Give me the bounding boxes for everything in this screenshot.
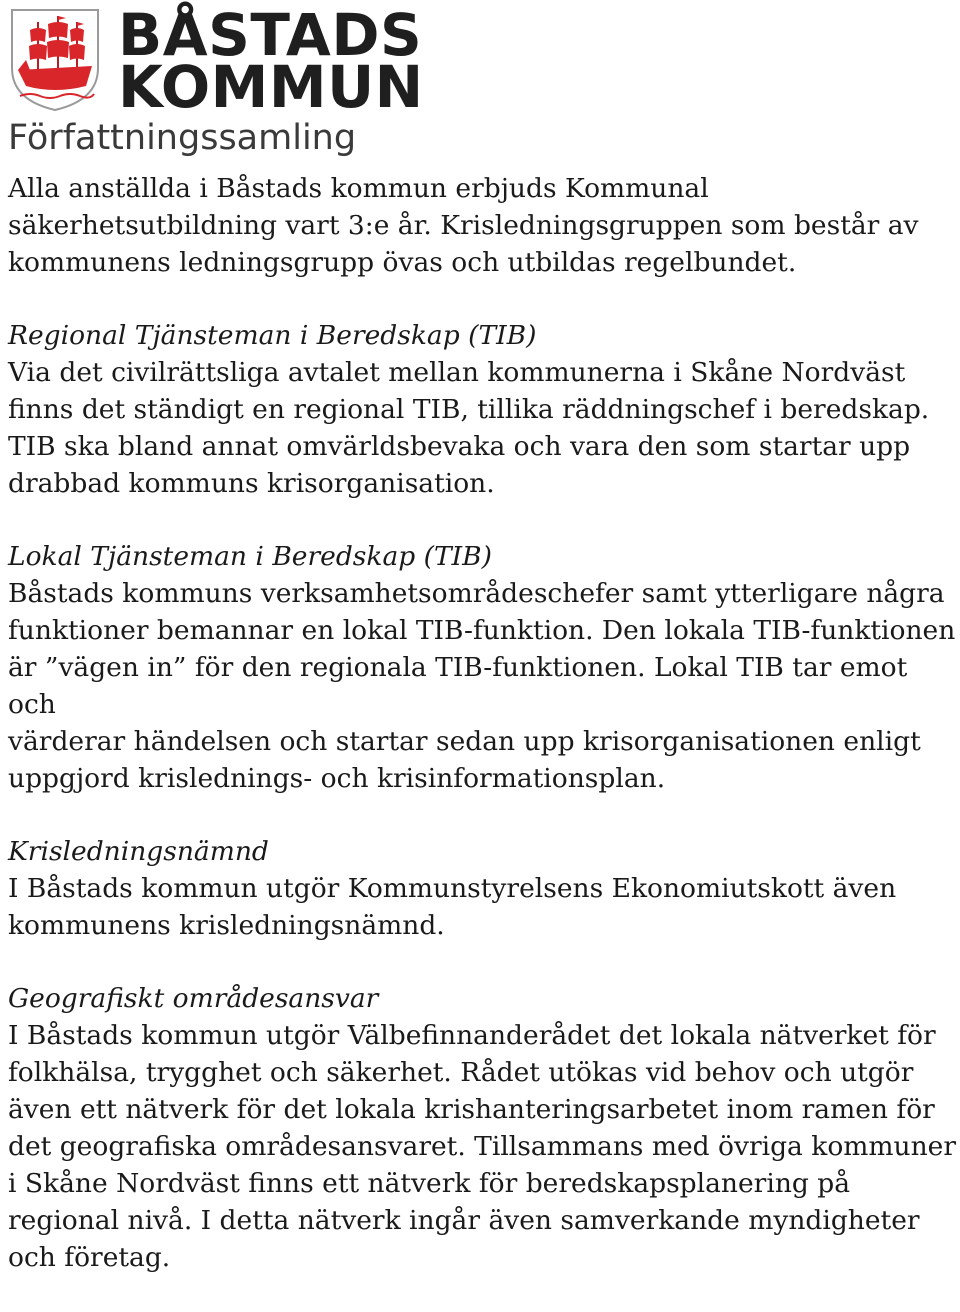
logo-line-1: BÅSTADS [118,1,423,69]
section-paragraph: Båstads kommuns verksamhetsområdeschefer samt ytterligare några funktioner bemannar en lokal TIB-funktion. Den lokala TIB-funktionen är ”vägen in” för den regionala TIB-funktionen. Lokal TIB tar emot och värderar händelsen och startar sedan upp krisorganisationen enligt uppgjord krislednings- och krisinformationsplan. [8,578,956,794]
document-header [8,1,424,158]
collection-title: Författningssamling [8,118,357,158]
document-body [8,170,958,1312]
section-heading: Krisledningsnämnd [8,836,269,867]
section-regional-tib [8,317,958,502]
section-heading: Regional Tjänsteman i Beredskap (TIB) [8,320,537,351]
section-paragraph: I Båstads kommun utgör Kommunstyrelsens Ekonomiutskott även kommunens krisledningsnämnd. [8,873,897,941]
section-heading: Geografiskt områdesansvar [8,983,379,1014]
section-geografiskt-omradesansvar [8,980,958,1276]
section-krisledningsnamnd [8,833,958,944]
ship-crest-icon [10,8,100,112]
intro-paragraph: Alla anställda i Båstads kommun erbjuds Kommunal säkerhetsutbildning vart 3:e år. Krisledningsgruppen som består av kommunens ledningsgrupp övas och utbildas regelbundet. [8,173,919,278]
section-paragraph: I Båstads kommun utgör Välbefinnanderådet det lokala nätverket för folkhälsa, trygghet och säkerhet. Rådet utökas vid behov och utgör även ett nätverk för det lokala krishanteringsarbetet inom ramen för det geografiska områdesansvaret. Tillsammans med övriga kommuner i Skåne Nordväst finns ett nätverk för beredskapsplanering på regional nivå. I detta nätverk ingår även samverkande myndigheter och företag. [8,1020,957,1273]
logo-line-2: KOMMUN [118,53,424,121]
section-heading: Lokal Tjänsteman i Beredskap (TIB) [8,541,492,572]
section-paragraph: Via det civilrättsliga avtalet mellan kommunerna i Skåne Nordväst finns det ständigt en regional TIB, tillika räddningschef i beredskap. TIB ska bland annat omvärldsbevaka och vara den som startar upp drabbad kommuns krisorganisation. [8,357,930,499]
section-local-tib [8,538,958,797]
